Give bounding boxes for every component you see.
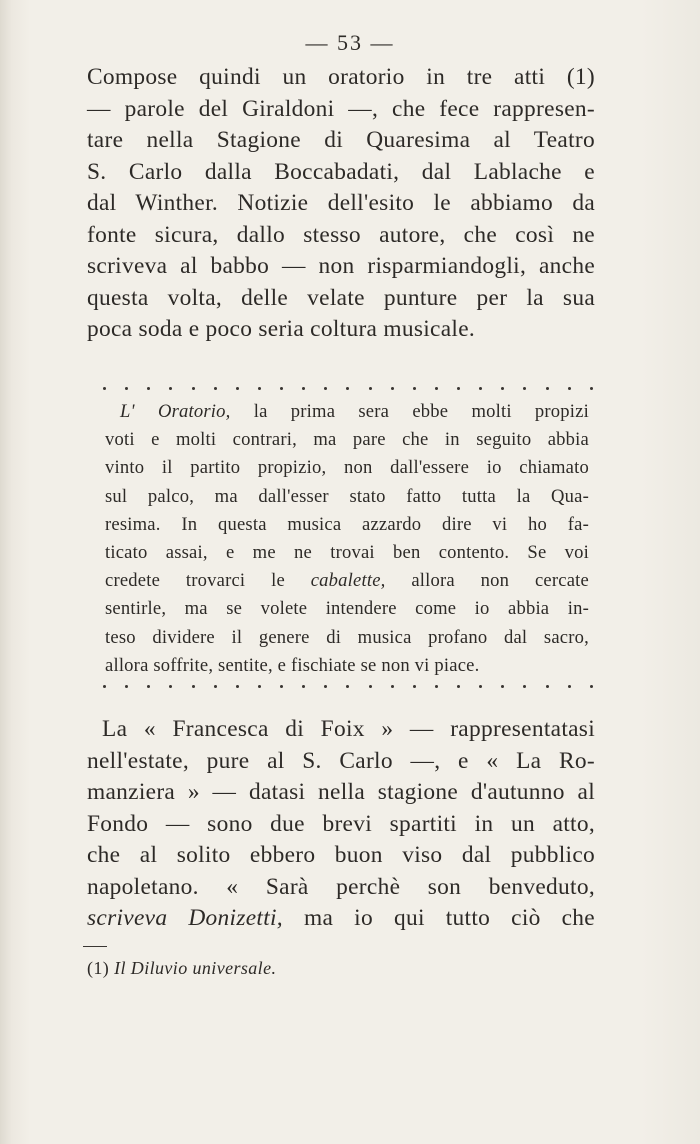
text-line: Fondo — sono due brevi spartiti in un atto, — [87, 810, 595, 837]
italic-text: L' Oratorio, — [120, 401, 231, 422]
ellipsis-rule-top — [103, 385, 593, 391]
text-line: teso dividere il genere di musica profano dal sacro, — [105, 626, 589, 648]
text-line: nell'estate, pure al S. Carlo —, e « La Ro- — [87, 747, 595, 774]
quoted-letter — [105, 398, 589, 680]
text-line: voti e molti contrari, ma pare che in seguito abbia — [105, 429, 589, 451]
text-line — [87, 903, 595, 935]
text-line: napoletano. « Sarà perchè son benveduto, — [87, 873, 595, 900]
text-line: manziera » — datasi nella stagione d'autunno al — [87, 779, 595, 805]
ellipsis-rule-bottom — [103, 683, 593, 689]
paragraph-francesca — [87, 714, 595, 935]
text-line: — parole del Giraldoni —, che fece rappresen- — [87, 95, 595, 122]
text-line: che al solito ebbero buon viso dal pubblico — [87, 842, 595, 868]
text-line: La « Francesca di Foix » — rappresentatasi — [102, 716, 595, 742]
text-line: sul palco, ma dall'esser stato fatto tutta la Qua- — [105, 485, 589, 507]
text-line: sentirle, ma se volete intendere come io abbia in- — [105, 598, 589, 620]
text-line: resima. In questa musica azzardo dire vi ho fa- — [105, 513, 589, 535]
text-line — [105, 398, 589, 426]
text-line — [105, 567, 589, 595]
text-line: vinto il partito propizio, non dall'essere io chiamato — [105, 457, 589, 479]
text-fragment: credete trovarci le — [105, 570, 311, 592]
footnote-title: Il Diluvio universale. — [114, 958, 277, 978]
text-fragment: allora non cercate — [385, 570, 589, 592]
footnote — [87, 958, 276, 979]
text-line: ticato assai, e me ne trovai ben contento. Se voi — [105, 542, 589, 564]
text-line: Compose quindi un oratorio in tre atti (1) — [87, 64, 595, 90]
footnote-rule — [83, 946, 107, 947]
text-line: fonte sicura, dallo stesso autore, che così ne — [87, 221, 595, 248]
text-line: questa volta, delle velate punture per la sua — [87, 284, 595, 311]
text-line: allora soffrite, sentite, e fischiate se non vi piace. — [105, 654, 480, 676]
page-number: — 53 — — [305, 30, 395, 55]
footnote-marker: (1) — [87, 958, 110, 978]
paragraph-oratorio — [87, 62, 595, 346]
italic-text: scriveva Donizetti, — [87, 905, 283, 931]
text-line: scriveva al babbo — non risparmiandogli, anche — [87, 253, 595, 279]
text-line: tare nella Stagione di Quaresima al Teatro — [87, 127, 595, 153]
text-line: poca soda e poco seria coltura musicale. — [87, 316, 476, 342]
text-line: dal Winther. Notizie dell'esito le abbiamo da — [87, 190, 595, 216]
italic-text: cabalette, — [310, 570, 386, 592]
text-fragment: la prima sera ebbe molti propizi — [230, 401, 589, 422]
text-fragment: ma io qui tutto ciò che — [282, 905, 595, 931]
text-line: S. Carlo dalla Boccabadati, dal Lablache e — [87, 158, 595, 185]
